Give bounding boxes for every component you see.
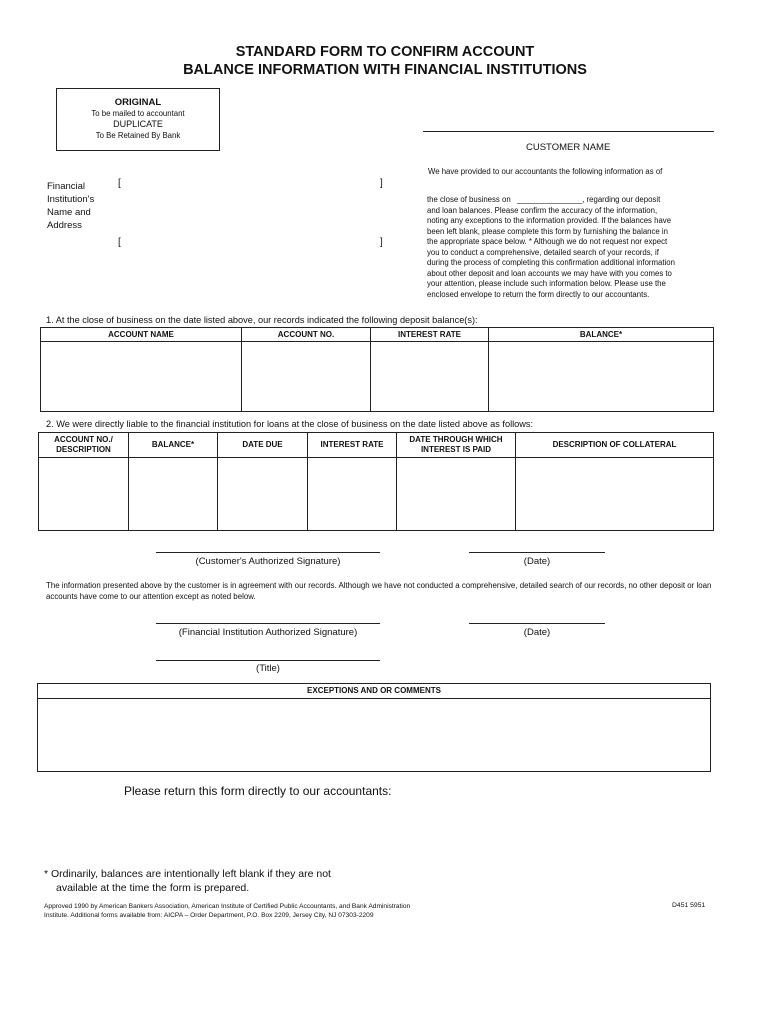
customer-date-label: (Date)	[523, 556, 551, 567]
exceptions-comments-area[interactable]	[38, 699, 710, 771]
deposit-account-name-cell[interactable]	[41, 342, 242, 412]
original-label: ORIGINAL	[114, 97, 162, 108]
title-line[interactable]	[156, 660, 380, 661]
loan-table	[38, 432, 714, 531]
exceptions-heading: EXCEPTIONS AND OR COMMENTS	[307, 686, 441, 695]
fi-signature-line[interactable]	[156, 623, 380, 624]
section2-heading: 2. We were directly liable to the financial institution for loans at the close of business on the date listed above as follows:	[46, 419, 534, 429]
original-note: To be mailed to accountant	[91, 109, 185, 118]
loan-balance-cell[interactable]	[129, 458, 218, 531]
deposit-interest-rate-cell[interactable]	[371, 342, 489, 412]
deposit-table	[40, 327, 714, 412]
loan-interest-rate-cell[interactable]	[308, 458, 397, 531]
loan-account-description-cell[interactable]	[39, 458, 129, 531]
duplicate-note: To Be Retained By Bank	[95, 131, 181, 140]
copy-designation-box	[56, 88, 220, 151]
instructions-intro: We have provided to our accountants the following information as of	[428, 167, 663, 176]
column-loan-balance: BALANCE*	[129, 433, 218, 458]
financial-institution-label: Financial Institution's Name and Address	[47, 181, 95, 231]
close-of-business-date-blank[interactable]: ______________	[517, 195, 578, 204]
customer-signature-line[interactable]	[156, 552, 380, 553]
column-account-name: ACCOUNT NAME	[41, 328, 242, 342]
customer-name-line[interactable]	[423, 131, 714, 132]
customer-signature-label: (Customer's Authorized Signature)	[195, 556, 341, 567]
deposit-balance-cell[interactable]	[489, 342, 714, 412]
column-account-description: ACCOUNT NO./ DESCRIPTION	[39, 433, 129, 458]
address-bracket-open-bottom: [	[118, 237, 121, 248]
column-interest-rate: INTEREST RATE	[371, 328, 489, 342]
duplicate-label: DUPLICATE	[113, 119, 163, 129]
column-date-interest-paid: DATE THROUGH WHICH INTEREST IS PAID	[397, 433, 516, 458]
exceptions-box	[37, 683, 711, 772]
fi-date-label: (Date)	[523, 627, 551, 638]
address-bracket-close-bottom: ]	[380, 237, 383, 248]
address-bracket-close-top: ]	[380, 178, 383, 189]
form-title-line1: STANDARD FORM TO CONFIRM ACCOUNT	[235, 44, 535, 60]
fi-signature-label: (Financial Institution Authorized Signature)	[178, 627, 358, 638]
form-title-line2: BALANCE INFORMATION WITH FINANCIAL INSTITUTIONS	[183, 62, 587, 78]
form-number: D451 5951	[672, 902, 706, 909]
column-collateral: DESCRIPTION OF COLLATERAL	[516, 433, 714, 458]
approval-text: Approved 1990 by American Bankers Association, American Institute of Certified Public Accountants, and Bank Administration Institute. Additional forms available from: AICPA – Order Department, P.O. Box 2209, Jersey City, NJ 07303-2209	[44, 903, 411, 919]
loan-interest-paid-date-cell[interactable]	[397, 458, 516, 531]
customer-name-label: CUSTOMER NAME	[526, 142, 611, 153]
column-account-no: ACCOUNT NO.	[242, 328, 371, 342]
instructions-paragraph: the close of business on _______________, regarding our deposit and loan balances. Please confirm the accuracy of the information, noting any exceptions to the information provided. If the balances have been left blank, please complete this form by furnishing the balance in the appropriate space below. * Although we do not request nor expect you to conduct a comprehensive, detailed search of your records, if during the process of completing this confirmation additional information about other deposit and loan accounts we may have with you comes to your attention, please include such information below. Please use the enclosed envelope to return the form directly to our accountants.	[427, 195, 675, 299]
section1-heading: 1. At the close of business on the date listed above, our records indicated the following deposit balance(s):	[46, 315, 478, 325]
customer-date-line[interactable]	[469, 552, 605, 553]
loan-collateral-cell[interactable]	[516, 458, 714, 531]
column-date-due: DATE DUE	[218, 433, 308, 458]
column-balance: BALANCE*	[489, 328, 714, 342]
footnote: * Ordinarily, balances are intentionally left blank if they are not available at the time the form is prepared.	[44, 868, 331, 894]
title-label: (Title)	[256, 663, 280, 674]
agreement-statement: The information presented above by the customer is in agreement with our records. Although we have not conducted a comprehensive, detailed search of our records, no other deposit or loan accounts have come to our attention except as noted below.	[46, 581, 712, 601]
address-bracket-open-top: [	[118, 178, 121, 189]
fi-date-line[interactable]	[469, 623, 605, 624]
column-loan-interest-rate: INTEREST RATE	[308, 433, 397, 458]
loan-date-due-cell[interactable]	[218, 458, 308, 531]
return-note: Please return this form directly to our accountants:	[124, 784, 392, 798]
deposit-account-no-cell[interactable]	[242, 342, 371, 412]
